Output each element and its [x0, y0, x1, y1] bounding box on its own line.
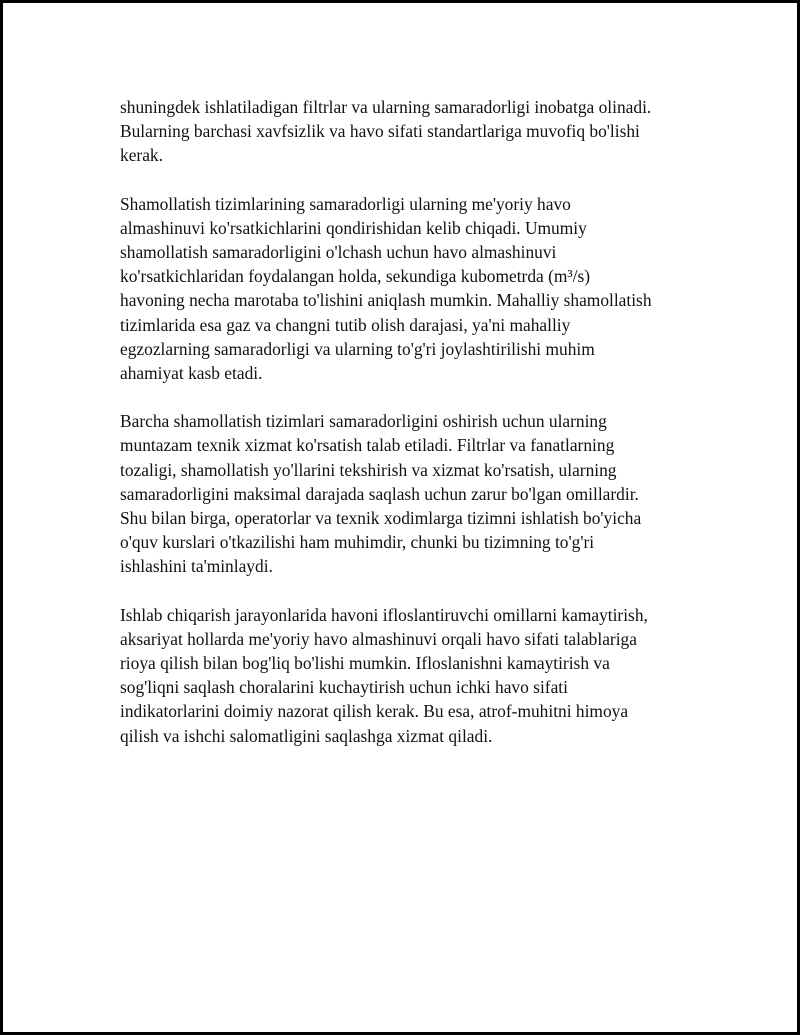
- document-body: [120, 95, 700, 772]
- paragraph-4: Ishlab chiqarish jarayonlarida havoni ifloslantiruvchi omillarni kamaytirish, aksariyat hollarda me'yoriy havo almashinuvi orqali havo sifati talablariga rioya qilish bilan bog'liq bo'lishi mumkin. Ifloslanishni kamaytirish va sog'liqni saqlash choralarini kuchaytirish uchun ichki havo sifati indikatorlarini doimiy nazorat qilish kerak. Bu esa, atrof-muhitni himoya qilish va ishchi salomatligini saqlashga xizmat qiladi.: [120, 604, 648, 746]
- paragraph-1: shuningdek ishlatiladigan filtrlar va ularning samaradorligi inobatga olinadi. Bularning barchasi xavfsizlik va havo sifati standartlariga muvofiq bo'lishi kerak.: [120, 97, 652, 166]
- paragraph-2: Shamollatish tizimlarining samaradorligi ularning me'yoriy havo almashinuvi ko'rsatkichlarini qondirishidan kelib chiqadi. Umumiy shamollatish samaradorligini o'lchash uchun havo almashinuvi ko'rsatkichlaridan foydalangan holda, sekundiga kubometrda (m³/s) havoning necha marotaba to'lishini aniqlash mumkin. Mahalliy shamollatish tizimlarida esa gaz va changni tutib olish darajasi, ya'ni mahalliy egzozlarning samaradorligi va ularning to'g'ri joylashtirilishi muhim ahamiyat kasb etadi.: [120, 193, 652, 384]
- paragraph-3: Barcha shamollatish tizimlari samaradorligini oshirish uchun ularning muntazam texnik xizmat ko'rsatish talab etiladi. Filtrlar va fanatlarning tozaligi, shamollatish yo'llarini tekshirish va xizmat ko'rsatish, ularning samaradorligini maksimal darajada saqlash uchun zarur bo'lgan omillardir. Shu bilan birga, operatorlar va texnik xodimlarga tizimni ishlatish bo'yicha o'quv kurslari o'tkazilishi ham muhimdir, chunki bu tizimning to'g'ri ishlashini ta'minlaydi.: [120, 411, 642, 577]
